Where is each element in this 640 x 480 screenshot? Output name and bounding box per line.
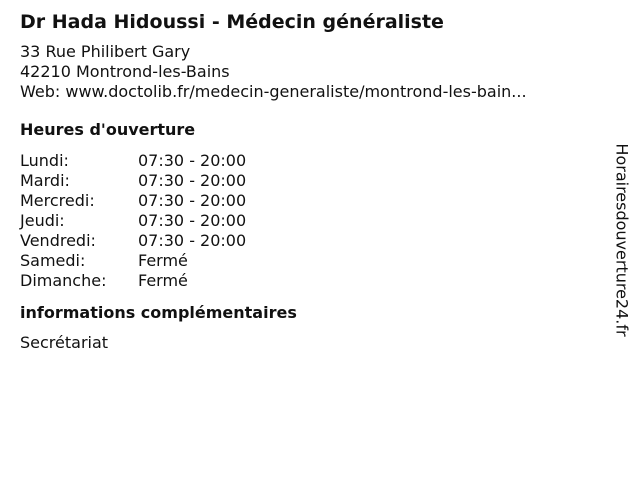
opening-hours-heading: Heures d'ouverture	[20, 120, 196, 139]
hours-row-tuesday	[20, 171, 600, 191]
day-label: Dimanche:	[20, 271, 107, 290]
day-label: Vendredi:	[20, 231, 96, 250]
day-label: Mercredi:	[20, 191, 95, 210]
hours-value: 07:30 - 20:00	[138, 151, 247, 170]
hours-value: 07:30 - 20:00	[138, 231, 247, 250]
day-label: Lundi:	[20, 151, 69, 170]
additional-info-heading: informations complémentaires	[20, 303, 297, 322]
hours-value: 07:30 - 20:00	[138, 211, 247, 230]
hours-value: Fermé	[138, 271, 188, 290]
hours-row-monday	[20, 151, 600, 171]
practitioner-card	[20, 9, 600, 353]
day-label: Mardi:	[20, 171, 70, 190]
opening-hours-list	[20, 151, 600, 291]
day-label: Samedi:	[20, 251, 86, 270]
hours-row-saturday	[20, 251, 600, 271]
hours-row-sunday	[20, 271, 600, 291]
practitioner-title: Dr Hada Hidoussi - Médecin généraliste	[20, 11, 444, 33]
hours-row-friday	[20, 231, 600, 251]
hours-value: Fermé	[138, 251, 188, 270]
additional-info-value: Secrétariat	[20, 333, 109, 352]
hours-row-thursday	[20, 211, 600, 231]
address-city: 42210 Montrond-les-Bains	[20, 62, 230, 81]
site-watermark: Horairesdouverture24.fr	[612, 143, 632, 337]
address-street: 33 Rue Philibert Gary	[20, 42, 191, 61]
hours-value: 07:30 - 20:00	[138, 171, 247, 190]
hours-value: 07:30 - 20:00	[138, 191, 247, 210]
website-line: Web: www.doctolib.fr/medecin-generaliste/montrond-les-bain...	[20, 82, 527, 101]
day-label: Jeudi:	[20, 211, 65, 230]
hours-row-wednesday	[20, 191, 600, 211]
